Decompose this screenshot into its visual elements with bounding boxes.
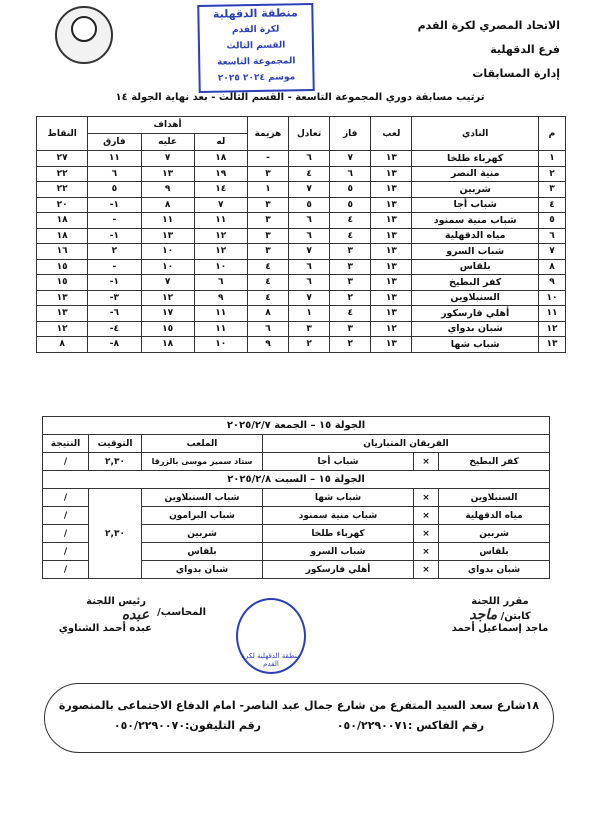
cell-drawn: ٧: [289, 244, 330, 260]
cell-drawn: ٥: [289, 197, 330, 213]
cell-rank: ٣: [538, 182, 565, 198]
cell-rank: ٨: [538, 259, 565, 275]
cell-for: ٩: [194, 290, 247, 306]
cell-drawn: ٦: [289, 275, 330, 291]
cell-against: ٨: [141, 197, 194, 213]
rapporteur-signature: [430, 596, 570, 634]
cell-for: ١٢: [194, 228, 247, 244]
col-result: النتيجة: [43, 435, 89, 453]
cell-club: بلقاس: [412, 259, 538, 275]
home-team: كفر البطيخ: [439, 453, 550, 471]
table-row: [37, 321, 566, 337]
cell-for: ٦: [194, 275, 247, 291]
cell-played: ١٢: [371, 321, 412, 337]
cell-rank: ٢: [538, 166, 565, 182]
table-row: [37, 166, 566, 182]
cell-club: أهلي فارسكور: [412, 306, 538, 322]
table-row: [37, 306, 566, 322]
home-team: السنبلاوين: [439, 489, 550, 507]
col-against: عليه: [141, 134, 194, 151]
table-row: [37, 290, 566, 306]
cell-points: ٨: [37, 337, 88, 353]
vs-mark: ×: [414, 489, 439, 507]
match-row: [43, 453, 550, 471]
cell-drawn: ١: [289, 306, 330, 322]
signature-scribble: ماجد: [469, 607, 498, 623]
cell-won: ٤: [330, 213, 371, 229]
rapporteur-title: مقرر اللجنة: [471, 596, 529, 607]
cell-drawn: ٦: [289, 151, 330, 167]
document-title: ترتيب مسابقة دوري المجموعة التاسعة - القسم الثالث - بعد نهاية الجولة ١٤: [115, 92, 485, 103]
cell-points: ٢٧: [37, 151, 88, 167]
cell-diff: ٣-: [88, 290, 141, 306]
cell-rank: ١: [538, 151, 565, 167]
match-row: [43, 489, 550, 507]
cell-against: ٩: [141, 182, 194, 198]
cell-won: ٣: [330, 244, 371, 260]
cell-played: ١٣: [371, 197, 412, 213]
cell-lost: ٦: [247, 321, 288, 337]
cell-points: ١٣: [37, 290, 88, 306]
cell-club: كفر البطيخ: [412, 275, 538, 291]
cell-played: ١٣: [371, 337, 412, 353]
cell-won: ٣: [330, 275, 371, 291]
cell-won: ٥: [330, 197, 371, 213]
away-team: أهلي فارسكور: [263, 561, 414, 579]
cell-drawn: ٧: [289, 290, 330, 306]
stamp-line: موسم ٢٠٢٤ ٢٠٢٥: [217, 72, 296, 84]
col-won: فاز: [330, 117, 371, 151]
cell-club: منية النصر: [412, 166, 538, 182]
cell-club: شباب منية سمنود: [412, 213, 538, 229]
vs-mark: ×: [414, 543, 439, 561]
cell-points: ٢٢: [37, 182, 88, 198]
cell-rank: ٤: [538, 197, 565, 213]
table-row: [37, 182, 566, 198]
col-time: التوقيت: [89, 435, 142, 453]
cell-against: ١٣: [141, 228, 194, 244]
kickoff-time: ٢,٣٠: [89, 453, 142, 471]
result: /: [43, 507, 89, 525]
cell-points: ١٣: [37, 306, 88, 322]
cell-diff: ٨-: [88, 337, 141, 353]
cell-won: ٣: [330, 259, 371, 275]
cell-lost: ٤: [247, 275, 288, 291]
cell-points: ١٥: [37, 259, 88, 275]
cell-points: ١٨: [37, 213, 88, 229]
cell-won: ٢: [330, 337, 371, 353]
cell-club: السنبلاوين: [412, 290, 538, 306]
cell-lost: ٩: [247, 337, 288, 353]
cell-drawn: ٦: [289, 228, 330, 244]
cell-played: ١٣: [371, 244, 412, 260]
cell-points: ١٥: [37, 275, 88, 291]
cell-for: ١٨: [194, 151, 247, 167]
cell-won: ٧: [330, 151, 371, 167]
accountant-label: المحاسب/: [157, 607, 206, 618]
seal-text: منطقة الدقهلية لكرة القدم: [241, 652, 301, 668]
cell-diff: ٤-: [88, 321, 141, 337]
fixtures-table: [42, 416, 550, 579]
cell-club: مياه الدقهلية: [412, 228, 538, 244]
official-stamp: [197, 3, 315, 93]
cell-club: شربين: [412, 182, 538, 198]
cell-for: ١١: [194, 213, 247, 229]
table-row: [37, 259, 566, 275]
cell-drawn: ٦: [289, 259, 330, 275]
table-row: [37, 151, 566, 167]
cell-diff: ٦: [88, 166, 141, 182]
cell-rank: ١١: [538, 306, 565, 322]
chair-name: عبده أحمد الشناوي: [58, 623, 152, 634]
cell-played: ١٣: [371, 228, 412, 244]
cell-for: ١٠: [194, 259, 247, 275]
fax-number: رقم الفاكس :٠٥٠/٢٢٩٠٠٧١: [336, 719, 485, 732]
cell-diff: ٢: [88, 244, 141, 260]
col-points: النقاط: [37, 117, 88, 151]
cell-rank: ١٠: [538, 290, 565, 306]
chair-title: رئيس اللجنة: [86, 596, 146, 607]
cell-diff: ٦-: [88, 306, 141, 322]
rapporteur-prefix: كابتن/: [500, 611, 531, 622]
cell-lost: ٣: [247, 166, 288, 182]
col-drawn: تعادل: [289, 117, 330, 151]
cell-diff: -: [88, 213, 141, 229]
cell-for: ١٤: [194, 182, 247, 198]
cell-drawn: ٧: [289, 182, 330, 198]
result: /: [43, 453, 89, 471]
cell-against: ١٥: [141, 321, 194, 337]
stamp-line: لكرة القدم: [231, 24, 280, 36]
org-line-branch: فرع الدقهلية: [490, 43, 560, 56]
home-team: شبان بدواي: [439, 561, 550, 579]
cell-against: ١١: [141, 213, 194, 229]
cell-diff: -: [88, 259, 141, 275]
cell-played: ١٣: [371, 182, 412, 198]
cell-lost: ١: [247, 182, 288, 198]
home-team: شربين: [439, 525, 550, 543]
result: /: [43, 525, 89, 543]
cell-lost: -: [247, 151, 288, 167]
cell-against: ١٨: [141, 337, 194, 353]
signature-scribble: عبده: [121, 607, 150, 623]
result: /: [43, 561, 89, 579]
cell-won: ٤: [330, 228, 371, 244]
cell-points: ١٢: [37, 321, 88, 337]
away-team: كهرباء طلخا: [263, 525, 414, 543]
cell-played: ١٣: [371, 259, 412, 275]
cell-won: ٦: [330, 166, 371, 182]
official-seal: [236, 598, 306, 674]
cell-lost: ٣: [247, 244, 288, 260]
standings-table: [36, 116, 566, 353]
cell-won: ٣: [330, 321, 371, 337]
cell-lost: ٨: [247, 306, 288, 322]
cell-points: ١٨: [37, 228, 88, 244]
cell-rank: ٦: [538, 228, 565, 244]
cell-club: شباب السرو: [412, 244, 538, 260]
cell-won: ٤: [330, 306, 371, 322]
cell-played: ١٣: [371, 213, 412, 229]
cell-against: ١٣: [141, 166, 194, 182]
venue: شباب البرامون: [142, 507, 263, 525]
away-team: شباب منية سمنود: [263, 507, 414, 525]
efa-logo-icon: [55, 6, 113, 64]
footer-address-box: [44, 683, 554, 753]
away-team: شباب أجا: [263, 453, 414, 471]
kickoff-time: ٢,٣٠: [89, 489, 142, 579]
cell-drawn: ٦: [289, 213, 330, 229]
cell-for: ١١: [194, 306, 247, 322]
cell-points: ٢٢: [37, 166, 88, 182]
cell-played: ١٣: [371, 275, 412, 291]
cell-points: ٢٠: [37, 197, 88, 213]
cell-played: ١٣: [371, 290, 412, 306]
col-for: له: [194, 134, 247, 151]
table-row: [37, 228, 566, 244]
cell-for: ١١: [194, 321, 247, 337]
address-line: ١٨شارع سعد السيد المتفرع من شارع جمال عبد الناصر- امام الدفاع الاجتماعى بالمنصورة: [58, 699, 540, 712]
cell-diff: ١-: [88, 197, 141, 213]
cell-diff: ١١: [88, 151, 141, 167]
vs-mark: ×: [414, 561, 439, 579]
cell-rank: ٧: [538, 244, 565, 260]
cell-for: ٧: [194, 197, 247, 213]
cell-points: ١٦: [37, 244, 88, 260]
col-rank: م: [538, 117, 565, 151]
cell-rank: ٩: [538, 275, 565, 291]
result: /: [43, 543, 89, 561]
cell-against: ٧: [141, 275, 194, 291]
cell-won: ٢: [330, 290, 371, 306]
cell-drawn: ٢: [289, 337, 330, 353]
cell-club: كهرباء طلخا: [412, 151, 538, 167]
away-team: شباب شها: [263, 489, 414, 507]
phone-number: رقم التليفون:٠٥٠/٢٢٩٠٠٧٠: [113, 719, 261, 732]
col-teams: الفريقان المتباريان: [263, 435, 550, 453]
round-title: الجولة ١٥ – الجمعة ٢٠٢٥/٢/٧: [43, 417, 550, 435]
venue: ستاد سمير موسى بالزرقا: [142, 453, 263, 471]
col-club: النادي: [412, 117, 538, 151]
cell-played: ١٣: [371, 306, 412, 322]
round-title: الجولة ١٥ – السبت ٢٠٢٥/٢/٨: [43, 471, 550, 489]
cell-rank: ١٢: [538, 321, 565, 337]
cell-for: ١٩: [194, 166, 247, 182]
cell-rank: ٥: [538, 213, 565, 229]
cell-against: ١٠: [141, 244, 194, 260]
cell-diff: ١-: [88, 275, 141, 291]
vs-mark: ×: [414, 507, 439, 525]
org-line-department: إدارة المسابقات: [472, 67, 560, 80]
col-diff: فارق: [88, 134, 141, 151]
stamp-line: منطقة الدقهلية: [212, 6, 298, 21]
table-row: [37, 275, 566, 291]
vs-mark: ×: [414, 525, 439, 543]
cell-lost: ٤: [247, 259, 288, 275]
cell-for: ١٢: [194, 244, 247, 260]
cell-played: ١٣: [371, 151, 412, 167]
cell-club: شباب أجا: [412, 197, 538, 213]
rapporteur-name: ماجد إسماعيل أحمد: [451, 623, 549, 634]
stamp-line: القسم الثالث: [226, 40, 286, 52]
col-goals: أهداف: [88, 117, 248, 134]
away-team: شباب السرو: [263, 543, 414, 561]
cell-diff: ٥: [88, 182, 141, 198]
venue: شباب السنبلاوين: [142, 489, 263, 507]
cell-drawn: ٤: [289, 166, 330, 182]
cell-won: ٥: [330, 182, 371, 198]
cell-lost: ٣: [247, 228, 288, 244]
table-row: [37, 213, 566, 229]
cell-played: ١٣: [371, 166, 412, 182]
venue: شبان بدواي: [142, 561, 263, 579]
cell-club: شبان بدواي: [412, 321, 538, 337]
venue: شربين: [142, 525, 263, 543]
cell-diff: ١-: [88, 228, 141, 244]
cell-lost: ٣: [247, 197, 288, 213]
venue: بلقاس: [142, 543, 263, 561]
table-row: [37, 337, 566, 353]
chair-signature: [36, 596, 206, 634]
col-lost: هزيمة: [247, 117, 288, 151]
cell-against: ١٧: [141, 306, 194, 322]
cell-against: ٧: [141, 151, 194, 167]
organization-header: [418, 14, 560, 86]
table-row: [37, 197, 566, 213]
cell-rank: ١٣: [538, 337, 565, 353]
cell-lost: ٤: [247, 290, 288, 306]
cell-drawn: ٣: [289, 321, 330, 337]
stamp-line: المجموعة التاسعة: [217, 56, 296, 68]
col-venue: الملعب: [142, 435, 263, 453]
vs-mark: ×: [414, 453, 439, 471]
cell-for: ١٠: [194, 337, 247, 353]
home-team: مياه الدقهلية: [439, 507, 550, 525]
cell-against: ١٢: [141, 290, 194, 306]
football-icon: [71, 16, 97, 42]
cell-club: شباب شها: [412, 337, 538, 353]
home-team: بلقاس: [439, 543, 550, 561]
cell-lost: ٣: [247, 213, 288, 229]
cell-against: ١٠: [141, 259, 194, 275]
table-row: [37, 244, 566, 260]
col-played: لعب: [371, 117, 412, 151]
result: /: [43, 489, 89, 507]
org-line-federation: الاتحاد المصري لكرة القدم: [417, 19, 560, 32]
